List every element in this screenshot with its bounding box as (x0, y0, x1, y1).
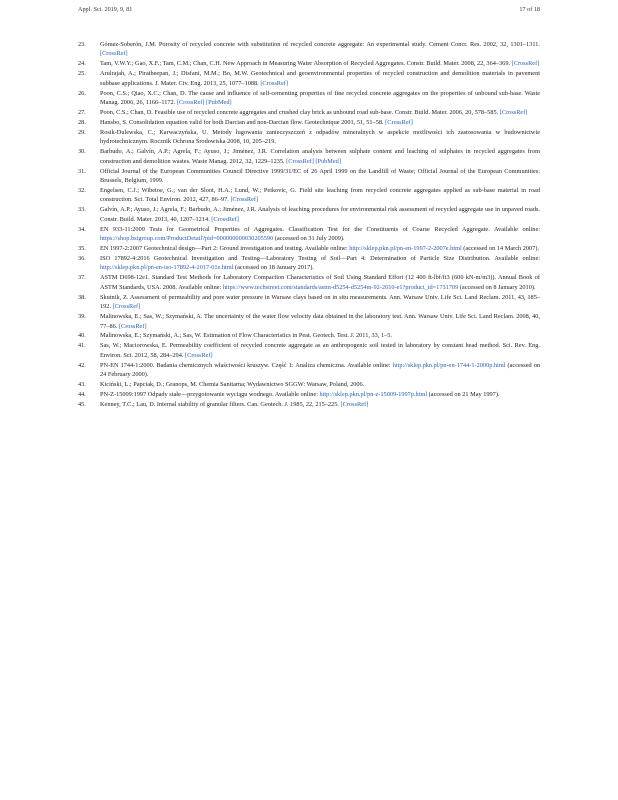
reference-body: Skutnik, Z. Assessment of permeability and pore water pressure in Warsaw clays based on in situ measurements. Ann. Warsaw Univ. Life Sci. Land Reclam. 2011, 43, 185–192. (100, 293, 540, 311)
reference-text (100, 293, 540, 312)
reference-item (78, 225, 540, 244)
reference-link[interactable]: http://sklep.pkn.pl/pn-en-1997-2-2007e.html (349, 245, 462, 253)
reference-body: Rosik-Dulewska, C.; Karwaczyńska, U. Metody ługowania zanieczyszczeń z odpadów mineralnych w aspekcie możliwości ich zastosowania w budownictwie hydrotechnicznym. Rocznik Ochrona Środowiska 2008, 10, 205–219. (100, 128, 540, 146)
reference-item (78, 69, 540, 88)
reference-number: 40. (78, 332, 86, 340)
reference-access-note: (accessed on 18 January 2017). (233, 264, 314, 272)
reference-text (100, 390, 540, 399)
reference-number: 42. (78, 361, 86, 369)
reference-text (100, 380, 540, 389)
reference-text (100, 59, 540, 68)
reference-item (78, 59, 540, 68)
reference-number: 30. (78, 148, 86, 156)
reference-item (78, 341, 540, 360)
reference-link[interactable]: [CrossRef] (340, 401, 369, 409)
page-number: 17 of 18 (519, 6, 540, 13)
reference-number: 34. (78, 225, 86, 233)
reference-number: 35. (78, 245, 86, 253)
reference-text (100, 89, 540, 108)
reference-access-note: (accessed on 24 February 2000). (100, 361, 540, 379)
reference-item (78, 380, 540, 389)
reference-item (78, 205, 540, 224)
reference-text (100, 40, 540, 59)
reference-body: Arulrajah, A.; Piratheepan, J.; Disfani, M.M.; Bo, M.W. Geotechnical and geoenvironmental properties of recycled construction and demolition materials in pavement subbase applications. J. Mater. Civ. Eng. 2013, 25, 1077–1088. (100, 70, 540, 87)
reference-body: ISO 17892-4:2016 Geotechnical Investigation and Testing—Laboratory Testing of Soil—Part 4: Determination of Particle Size Distribution. Available online: (100, 255, 540, 263)
reference-number: 27. (78, 109, 86, 117)
reference-link[interactable]: [CrossRef] (185, 351, 213, 359)
reference-item (78, 254, 540, 273)
reference-number: 37. (78, 274, 86, 282)
reference-body: Poon, C.S.; Qiao, X.C.; Chan, D. The cause and influence of self-cementing properties of fine recycled concrete aggregates on the properties of unbound sub-base. Waste Manag. 2006, 26, 1166–1172. (100, 89, 540, 107)
reference-item (78, 128, 540, 147)
reference-item (78, 108, 540, 117)
reference-body: Galvín, A.P.; Ayuso, J.; Agrela, F.; Barbudo, A.; Jiménez, J.R. Analysis of leaching procedures for environmental risk assessment of recycled aggregate use in unpaved roads. Constr. Build. Mater. 2013, 40, 1207–1214. (100, 206, 540, 223)
reference-number: 29. (78, 128, 86, 136)
reference-item (78, 361, 540, 380)
reference-text (100, 147, 540, 166)
reference-link[interactable]: https://shop.bsigroup.com/ProductDetail?pid=000000000030205590 (100, 235, 274, 243)
reference-text (100, 400, 540, 409)
reference-number: 41. (78, 342, 86, 350)
reference-link[interactable]: [CrossRef] (230, 196, 259, 204)
reference-number: 26. (78, 89, 86, 97)
reference-number: 31. (78, 167, 86, 175)
reference-item (78, 89, 540, 108)
reference-link[interactable]: [CrossRef] (385, 118, 413, 126)
reference-item (78, 390, 540, 399)
reference-body: Malinowska, E.; Sas, W.; Szymański, A. The uncertainty of the water flow velocity data obtained in the laboratory test. Ann. Warsaw Univ. Life Sci. Land Reclam. 2008, 40, 77–86. (100, 313, 540, 330)
reference-number: 38. (78, 293, 86, 301)
reference-body: Sas, W.; Maciorowska, E. Permeability coefficient of recycled concrete aggregate as an anthropogenic soil tested in laboratory by constant head method. Sci. Rev. Eng. Environ. Sci. 2012, 58, 284–294. (100, 342, 540, 359)
reference-number: 32. (78, 187, 86, 195)
reference-link[interactable]: [CrossRef] (211, 215, 239, 223)
reference-body: PN-Z-15009:1997 Odpady stałe—przygotowanie wyciągu wodnego. Available online: (100, 391, 318, 399)
reference-body: PN-EN 1744-1:2000. Badania chemicznych właściwości kruszyw. Część 1: Analiza chemiczna. Available online: (100, 361, 391, 369)
reference-text (100, 205, 540, 224)
reference-number: 44. (78, 391, 86, 399)
page-header (78, 6, 540, 16)
reference-text (100, 108, 540, 117)
reference-body: Gómez-Soberón, J.M. Porosity of recycled concrete with substitution of recycled concrete aggregate: An experimental study. Cement Concr. Res. 2002, 32, 1301–1311. (100, 41, 540, 48)
reference-access-note: (accessed on 21 May 1997). (427, 391, 500, 399)
reference-text (100, 167, 540, 186)
reference-number: 45. (78, 401, 86, 409)
reference-number: 43. (78, 381, 86, 389)
reference-text (100, 128, 540, 147)
reference-link[interactable]: [CrossRef] (499, 109, 528, 117)
reference-number: 28. (78, 118, 86, 126)
reference-link[interactable]: [CrossRef] (100, 50, 128, 58)
reference-text (100, 341, 540, 360)
reference-body: Barbudo, A.; Galvín, A.P.; Agrela, F.; Ayuso, J.; Jiménez, J.R. Correlation analysis between sulphate content and leaching of sulphates in recycled aggregates from construction and demolition wastes. Waste Manag. 2012, 32, 1229–1235. (100, 148, 540, 165)
reference-text (100, 273, 540, 292)
reference-access-note: (accessed on 14 March 2007). (461, 245, 540, 253)
reference-item (78, 293, 540, 312)
reference-link[interactable]: [CrossRef] (118, 322, 147, 330)
reference-body: ASTM D698-12e1. Standard Test Methods for Laboratory Compaction Characteristics of Soil Using Standard Effort (12 400 ft-lbf/ft3 (600 kN-m/m3)). Annual Book of ASTM Standards, USA. 2008. Available online: (100, 274, 540, 291)
reference-number: 24. (78, 60, 86, 68)
reference-body: EN 1997-2:2007 Geotechnical design—Part 2: Ground investigation and testing. Available online: (100, 245, 348, 253)
reference-list (78, 40, 540, 410)
reference-body: Poon, C.S.; Chan, D. Feasible use of recycled concrete aggregates and crushed clay brick as unbound road sub-base. Constr. Build. Mater. 2006, 20, 578–585. (100, 109, 499, 117)
reference-link[interactable]: http://sklep.pkn.pl/pn-z-15009-1997p.html (319, 391, 428, 399)
reference-number: 39. (78, 313, 86, 321)
reference-item (78, 167, 540, 186)
reference-body: Hansbo, S. Consolidation equation valid for both Darcian and non-Darcian flow. Geotechnique 2001, 51, 51–58. (100, 118, 384, 126)
reference-item (78, 273, 540, 292)
reference-link[interactable]: [CrossRef] [PubMed] (286, 157, 341, 165)
reference-item (78, 400, 540, 409)
reference-text (100, 331, 540, 340)
reference-item (78, 312, 540, 331)
reference-body: Official Journal of the European Communities Council Directive 1999/31/EC of 26 April 1999 on the Landfill of Waste; Official Journal of the European Communities: Brussels, Belgium, 1999. (100, 167, 540, 185)
reference-link[interactable]: https://www.techstreet.com/standards/astm-d5254-d5254m-92-2010-e1?product_id=1731709 (222, 283, 459, 291)
reference-body: Malinowska, E.; Szymański, A.; Sas, W. Estimation of Flow Characteristics in Peat. Geotech. Test. J. 2011, 33, 1–5. (100, 332, 392, 340)
reference-number: 36. (78, 255, 86, 263)
reference-item (78, 118, 540, 127)
reference-link[interactable]: http://sklep.pkn.pl/pn-en-iso-17892-4-2017-01e.html (100, 264, 234, 272)
reference-text (100, 244, 540, 253)
reference-body: Engelsen, C.J.; Wibetoe, G.; van der Sloot, H.A.; Lund, W.; Petkovic, G. Field site leaching from recycled concrete aggregates applied as sub-base material in road construction. Sci. Total Environ. 2012, 427, 86–97. (100, 187, 540, 204)
reference-body: Kenney, T.C.; Lau, D. Internal stability of granular filters. Can. Geotech. J. 1985, 22, 215–225. (100, 401, 339, 409)
reference-body: Kiciński, L.; Papciak, D.; Granops, M. Chemia Sanitarna; Wydawnictwo SGGW: Warsaw, Poland, 2006. (100, 381, 365, 389)
reference-access-note: (accessed on 31 July 2009). (273, 235, 345, 243)
reference-text (100, 225, 540, 244)
reference-number: 25. (78, 70, 86, 78)
reference-link[interactable]: [CrossRef] (511, 60, 540, 68)
reference-link[interactable]: [CrossRef] [PubMed] (176, 99, 232, 107)
reference-access-note: (accessed on 8 January 2010). (458, 283, 536, 291)
reference-item (78, 331, 540, 340)
reference-text (100, 254, 540, 273)
reference-item (78, 186, 540, 205)
reference-number: 33. (78, 206, 86, 214)
reference-number: 23. (78, 41, 86, 48)
reference-text (100, 69, 540, 88)
reference-link[interactable]: [CrossRef] (260, 79, 288, 87)
reference-text (100, 186, 540, 205)
reference-body: Tam, V.W.Y.; Gao, X.F.; Tam, C.M.; Chan, C.H. New Approach in Measuring Water Absorption of Recycled Aggregates. Constr. Build. Mater. 2008, 22, 364–369. (100, 60, 511, 68)
reference-item (78, 147, 540, 166)
reference-link[interactable]: [CrossRef] (112, 303, 141, 311)
reference-text (100, 361, 540, 380)
reference-item (78, 40, 540, 59)
journal-citation: Appl. Sci. 2019, 9, 81 (78, 6, 133, 13)
reference-item (78, 244, 540, 253)
reference-link[interactable]: http://sklep.pkn.pl/pn-en-1744-1-2000p.html (392, 361, 506, 369)
reference-text (100, 118, 540, 127)
reference-body: EN 933-11:2009 Tests for Geometrical Properties of Aggregates. Classification Test for the Constituents of Coarse Recycled Aggregate. Available online: (100, 225, 540, 233)
reference-text (100, 312, 540, 331)
